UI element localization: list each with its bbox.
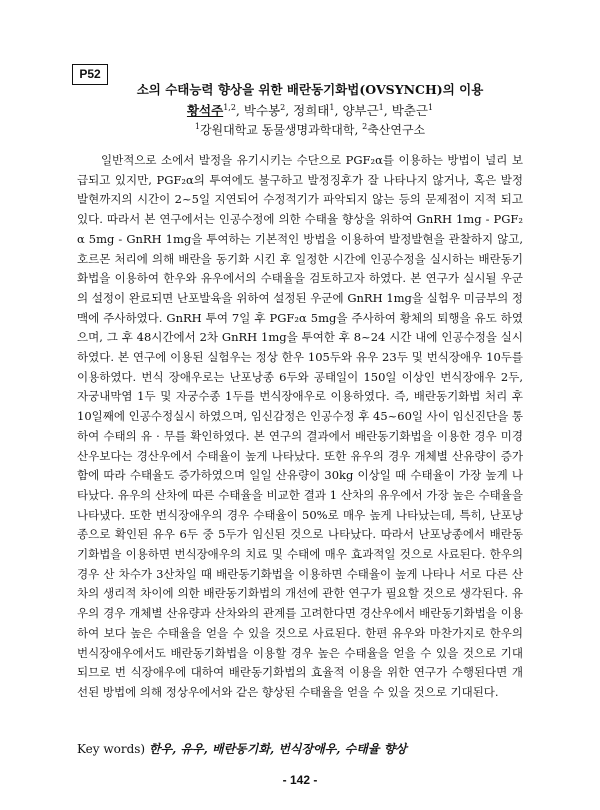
author-list: [80, 101, 540, 119]
author-separator: ,: [383, 103, 392, 118]
author-sup: 1: [378, 102, 384, 112]
affiliation-name: 강원대학교 동물생명과학대학: [199, 123, 355, 137]
affiliation-sup: 2: [362, 122, 368, 131]
paper-title: 소의 수태능력 향상을 위한 배란동기화법(OVSYNCH)의 이용: [136, 82, 484, 97]
keywords-list: 한우, 유우, 배란동기화, 번식장애우, 수태율 향상: [148, 742, 407, 756]
page-number: - 142 -: [282, 773, 318, 787]
keywords-line: [77, 740, 523, 757]
author-name: 황석주: [186, 103, 224, 118]
author-separator: ,: [334, 103, 343, 118]
affiliation-name: 축산연구소: [367, 123, 426, 137]
author-sup: 1: [329, 102, 335, 112]
affiliation-line: [80, 121, 540, 138]
author-name: 양부근: [342, 103, 379, 118]
author-separator: ,: [285, 103, 294, 118]
keywords-label: Key words): [77, 742, 146, 756]
poster-id-box: P52: [72, 64, 108, 85]
author-sup: 1: [427, 102, 434, 112]
author-name: 박수봉: [243, 103, 281, 118]
affiliation-sup: 1: [194, 122, 200, 131]
author-sup: 2: [280, 102, 286, 112]
author-sup: 1,2: [223, 102, 236, 112]
affiliation-separator: ,: [354, 123, 363, 137]
author-name: 정희태: [293, 103, 330, 118]
author-name: 박춘근: [391, 103, 428, 118]
abstract-body: 일반적으로 소에서 발정을 유기시키는 수단으로 PGF₂α를 이용하는 방법이 널리 보급되고 있지만, PGF₂α의 투여에도 불구하고 발정징후가 잘 나타나지 않거나, 혹은 발정발현까지의 시간이 2~5일 지연되어 수정적기가 파악되지 않는 등의 문제점이 지적 되고 있다. 따라서 본 연구에서는 인공수정에 의한 수태율 향상을 위하여 GnRH 1mg - PGF₂α 5mg - GnRH 1mg을 투여하는 기본적인 방법을 이용하여 발정발현을 관찰하지 않고, 호르몬 처리에 의해 배란을 동기화 시킨 후 일정한 시간에 인공수정을 실시하는 배란동기화법을 이용하여 한우와 유우에서의 수태율을 검토하고자 하였다. 본 연구가 실시될 우군의 설정이 완료되면 난포발육을 위하여 설정된 우군에 GnRH 1mg을 실험우 미금부의 정맥에 주사하였다. GnRH 투여 7일 후 PGF₂α 5mg을 주사하여 황체의 퇴행을 유도 하였으며, 그 후 48시간에서 2차 GnRH 1mg을 투여한 후 8~24 시간 내에 인공수정을 실시하였다. 본 연구에 이용된 실험우는 정상 한우 105두와 유우 23두 및 번식장애우 10두를 이용하였다. 번식 장애우로는 난포낭종 6두와 공태일이 150일 이상인 번식장애우 2두, 자궁내막염 1두 및 자궁수종 1두를 번식장애우로 이용하였다. 즉, 배란동기화법 처리 후 10일째에 인공수정실시 하였으며, 임신감정은 인공수정 후 45~60일 사이 임신진단을 통하여 수태의 유 · 무를 확인하였다. 본 연구의 결과에서 배란동기화법을 이용한 경우 미경산우보다는 경산우에서 수태율이 높게 나타났다. 또한 유우의 경우 개체별 산유량이 증가함에 따라 수태율도 증가하였으며 일일 산유량이 30kg 이상일 때 수태율이 가장 높게 나타났다. 유우의 산차에 따른 수태율을 비교한 결과 1 산차의 유우에서 가장 높은 수태율을 나타냈다. 또한 번식장애우의 경우 수태율이 50%로 매우 높게 나타났는데, 특히, 난포낭종으로 확인된 유우 6두 중 5두가 임신된 것으로 나타났다. 따라서 난포낭종에서 배란동기화법을 이용하면 번식장애우의 치료 및 수태에 매우 효과적일 것으로 사료된다. 한우의 경우 산 차수가 3산차일 때 배란동기화법을 이용하면 수태율이 높게 나타나 서로 다른 산차의 생리적 차이에 의한 배란동기화법의 개선에 관한 연구가 필요할 것으로 생각된다. 유우의 경우 개체별 산유량과 산차와의 관계를 고려한다면 경산우에서 배란동기화법을 이용하여 보다 높은 수태율을 얻을 수 있을 것으로 사료된다. 한편 유우와 마찬가지로 한우의 번식장애우에서도 배란동기화법을 이용할 경우 높은 수태율을 얻을 수 있을 것으로 기대되므로 번 식장애우에 대하여 배란동기화법의 효율적 이용을 위한 연구가 수행된다면 개선된 방법에 의해 정상우에서와 같은 향상된 수태율을 얻을 수 있을 것으로 기대된다.: [77, 153, 523, 699]
author-separator: ,: [235, 103, 244, 118]
